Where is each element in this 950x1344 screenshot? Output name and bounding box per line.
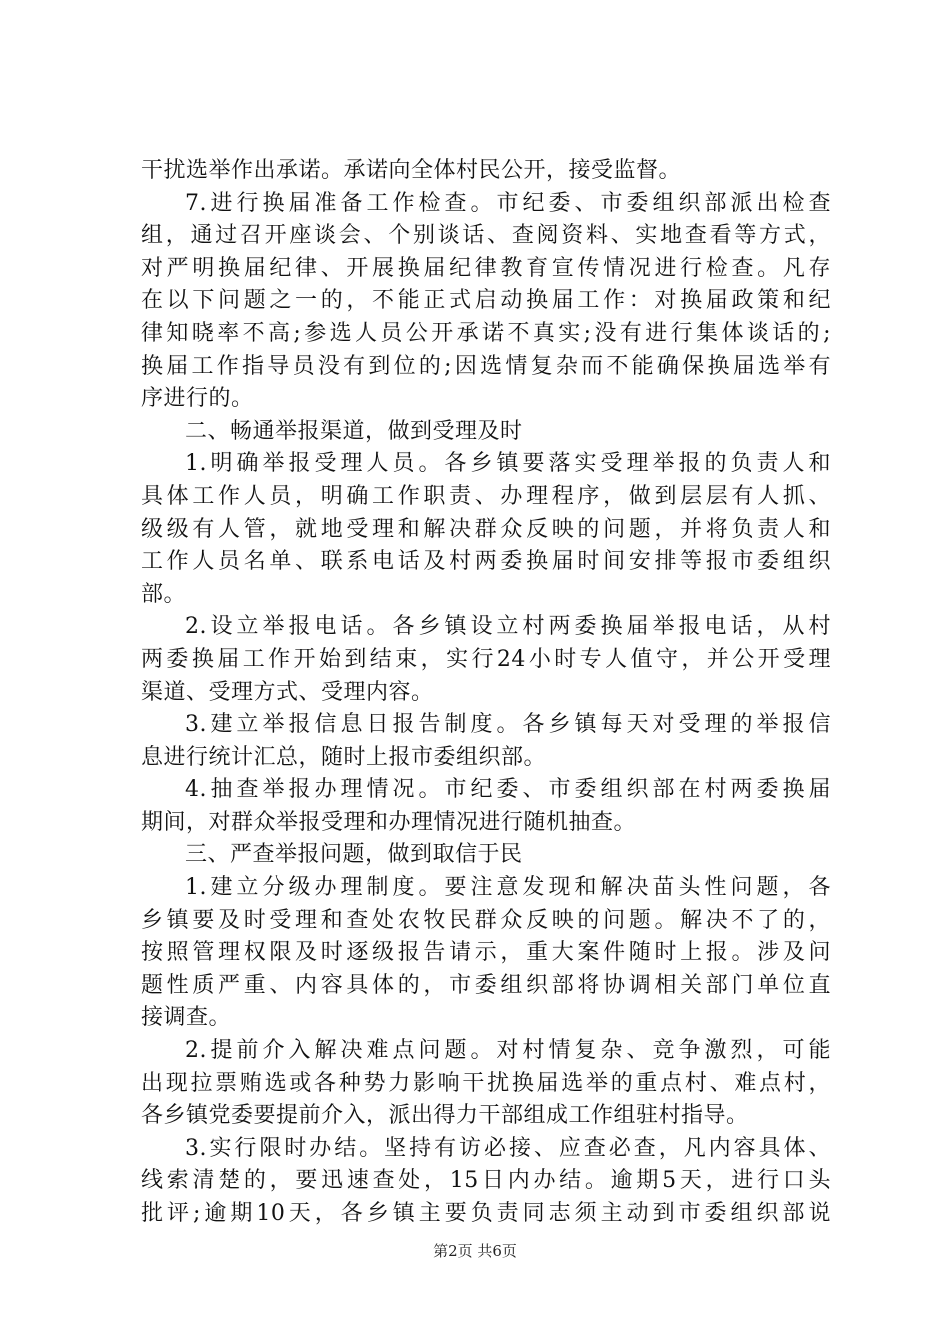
text-line: 1.建立分级办理制度。要注意发现和解决苗头性问题，各 xyxy=(185,875,831,901)
text-line: 序进行的。 xyxy=(141,386,254,412)
text-line: 2.设立举报电话。各乡镇设立村两委换届举报电话，从村 xyxy=(185,614,831,640)
text-line: 期间，对群众举报受理和办理情况进行随机抽查。 xyxy=(141,809,637,835)
text-line: 级级有人管，就地受理和解决群众反映的问题，并将负责人和 xyxy=(141,516,831,542)
text-line: 7.进行换届准备工作检查。市纪委、市委组织部派出检查 xyxy=(185,190,831,216)
text-line: 换届工作指导员没有到位的;因选情复杂而不能确保换届选举有 xyxy=(141,353,831,379)
text-line: 具体工作人员，明确工作职责、办理程序，做到层层有人抓、 xyxy=(141,483,831,509)
page-number: 第2页 共6页 xyxy=(433,1242,517,1260)
text-line: 批评;逾期10天，各乡镇主要负责同志须主动到市委组织部说 xyxy=(141,1201,831,1226)
text-line: 2.提前介入解决难点问题。对村情复杂、竞争激烈，可能 xyxy=(185,1038,831,1064)
text-line: 息进行统计汇总，随时上报市委组织部。 xyxy=(141,744,547,770)
text-line: 接调查。 xyxy=(141,1005,232,1031)
text-line: 4.抽查举报办理情况。市纪委、市委组织部在村两委换届 xyxy=(185,777,831,803)
text-line: 部。 xyxy=(141,581,187,607)
text-line: 干扰选举作出承诺。承诺向全体村民公开，接受监督。 xyxy=(141,158,682,183)
text-line: 二、畅通举报渠道，做到受理及时 xyxy=(185,418,523,444)
text-line: 题性质严重、内容具体的，市委组织部将协调相关部门单位直 xyxy=(141,972,831,998)
text-line: 两委换届工作开始到结束，实行24小时专人值守，并公开受理 xyxy=(141,646,831,672)
text-line: 1.明确举报受理人员。各乡镇要落实受理举报的负责人和 xyxy=(185,451,831,477)
text-line: 三、严查举报问题，做到取信于民 xyxy=(185,842,523,868)
text-line: 线索清楚的，要迅速查处，15日内办结。逾期5天，进行口头 xyxy=(141,1168,831,1194)
text-line: 各乡镇党委要提前介入，派出得力干部组成工作组驻村指导。 xyxy=(141,1103,749,1129)
text-line: 律知晓率不高;参选人员公开承诺不真实;没有进行集体谈话的; xyxy=(141,320,831,346)
text-line: 按照管理权限及时逐级报告请示，重大案件随时上报。涉及问 xyxy=(141,940,831,966)
text-line: 工作人员名单、联系电话及村两委换届时间安排等报市委组织 xyxy=(141,549,831,575)
document-body xyxy=(141,155,831,1231)
text-line: 乡镇要及时受理和查处农牧民群众反映的问题。解决不了的， xyxy=(141,907,831,933)
text-line: 渠道、受理方式、受理内容。 xyxy=(141,679,434,705)
text-line: 出现拉票贿选或各种势力影响干扰换届选举的重点村、难点村， xyxy=(141,1070,831,1096)
text-line: 3.建立举报信息日报告制度。各乡镇每天对受理的举报信 xyxy=(185,712,831,738)
text-line: 组，通过召开座谈会、个别谈话、查阅资料、实地查看等方式， xyxy=(141,223,831,249)
text-line: 3.实行限时办结。坚持有访必接、应查必查，凡内容具体、 xyxy=(185,1135,831,1161)
text-line: 对严明换届纪律、开展换届纪律教育宣传情况进行检查。凡存 xyxy=(141,255,831,281)
text-line: 在以下问题之一的，不能正式启动换届工作：对换届政策和纪 xyxy=(141,288,831,314)
